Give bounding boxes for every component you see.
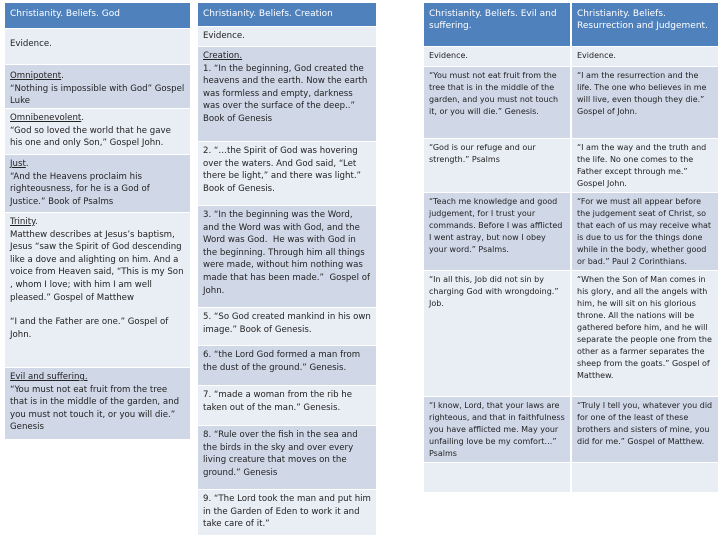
evil-item-5: “I know, Lord, that your laws are righteous, and that in faithfulness you have afflicted me. May your unfailing love be my comfort…” Psalms xyxy=(429,401,568,458)
god-title: Christianity. Beliefs. God xyxy=(10,9,120,19)
resurrection-item-2-row xyxy=(572,139,718,193)
trinity-text: Matthew describes at Jesus’s baptism, Jesus “saw the Spirit of God descending like a dove and alighting on him. And a voice from Heaven said, “This is my Son , whom I love; with him I am well pleased.” Gospel of Matthew xyxy=(10,229,187,303)
creation-verse-5: 5. “So God created mankind in his own image.” Book of Genesis. xyxy=(203,312,374,335)
just-text: “And the Heavens proclaim his righteousness, for he is a God of Justice.” Book of Psalms xyxy=(10,171,153,207)
resurrection-item-2: “I am the way and the truth and the life. No one comes to the Father except through me.” Gospel John. xyxy=(577,143,709,188)
evil-header xyxy=(424,3,570,47)
evil-evidence-row xyxy=(424,47,570,67)
just-term: Just xyxy=(10,159,26,169)
creation-table xyxy=(198,3,376,536)
omnipotent-term: Omnipotent xyxy=(10,71,62,81)
evil-evidence-label: Evidence. xyxy=(429,51,468,60)
resurrection-header xyxy=(572,3,718,47)
creation-verse-2-row xyxy=(198,142,376,206)
resurrection-empty-row xyxy=(572,463,718,493)
creation-verse-7: 7. “made a woman from the rib he taken out of the man.” Genesis. xyxy=(203,390,355,413)
god-header xyxy=(5,3,190,29)
resurrection-item-1-row xyxy=(572,67,718,139)
evil-title: Christianity. Beliefs. Evil and suffering. xyxy=(429,9,560,31)
creation-verse-7-row xyxy=(198,386,376,426)
resurrection-item-4-row xyxy=(572,271,718,397)
god-evidence-row xyxy=(5,29,190,65)
creation-label: Creation. xyxy=(203,51,243,61)
god-table xyxy=(5,3,190,440)
resurrection-evidence-row xyxy=(572,47,718,67)
evil-item-3-row xyxy=(424,193,570,271)
god-omnipotent-row: Omnipotent. “Nothing is impossible with God” Gospel Luke xyxy=(5,65,190,109)
evil-table xyxy=(424,3,570,493)
creation-title: Christianity. Beliefs. Creation xyxy=(203,9,333,19)
creation-verse-6-row xyxy=(198,346,376,386)
resurrection-item-3-row xyxy=(572,193,718,271)
omnibenevolent-text: “God so loved the world that he gave his one and only Son,” Gospel John. xyxy=(10,125,174,149)
trinity-text-2: “I and the Father are one.” Gospel of John. xyxy=(10,317,172,340)
resurrection-evidence-label: Evidence. xyxy=(577,51,616,60)
god-evil-row xyxy=(5,368,190,440)
creation-verse-9-row xyxy=(198,490,376,536)
resurrection-item-1: “I am the resurrection and the life. The one who believes in me will live, even though they die.” Gospel of John. xyxy=(577,71,710,116)
evil-item-2-row xyxy=(424,139,570,193)
creation-verse-8-row xyxy=(198,426,376,490)
god-omnibenevolent-row: Omnibenevolent. “God so loved the world that he gave his one and only Son,” Gospel John. xyxy=(5,109,190,155)
evil-term: Evil and suffering. xyxy=(10,372,88,382)
evil-item-3: “Teach me knowledge and good judgement, for I trust your commands. Before I was afflicted I went astray, but now I obey your word.” Psalms. xyxy=(429,197,565,254)
creation-verse-3: 3. “In the beginning was the Word, and the Word was with God, and the Word was God. He was with God in the beginning. Through him all things were made, without him nothing was made that has been made.” Gospel of John. xyxy=(203,210,373,296)
evil-item-1: “You must not eat fruit from the tree that is in the middle of the garden, and you must not touch it, or you will die.” Genesis. xyxy=(429,71,561,116)
trinity-term: Trinity xyxy=(10,217,35,227)
omnipotent-text: “Nothing is impossible with God” Gospel Luke xyxy=(10,83,188,107)
resurrection-item-5-row xyxy=(572,397,718,463)
god-just-row: Just. “And the Heavens proclaim his righteousness, for he is a God of Justice.” Book of Psalms xyxy=(5,155,190,213)
creation-verse-1-row xyxy=(198,47,376,142)
resurrection-title: Christianity. Beliefs. Resurrection and Judgement. xyxy=(577,9,708,31)
evil-item-4-row xyxy=(424,271,570,397)
resurrection-item-4: “When the Son of Man comes in his glory, and all the angels with him, he will sit on his glorious throne. All the nations will be gathered before him, and he will separate the people one from the other as a farmer separates the sheep from the goats.” Gospel of Matthew. xyxy=(577,275,715,380)
creation-evidence-row xyxy=(198,27,376,47)
evil-empty-row xyxy=(424,463,570,493)
creation-verse-2: 2. “…the Spirit of God was hovering over the waters. And God said, “Let there be light,” and there was light.” Book of Genesis. xyxy=(203,146,364,194)
creation-verse-6: 6. “the Lord God formed a man from the dust of the ground.” Genesis. xyxy=(203,350,363,373)
creation-verse-9: 9. “The Lord took the man and put him in the Garden of Eden to work it and take care of it.” xyxy=(203,494,374,530)
omnibenevolent-term: Omnibenevolent xyxy=(10,113,82,123)
creation-verse-5-row xyxy=(198,308,376,346)
evil-item-4: “In all this, Job did not sin by charging God with wrongdoing.” Job. xyxy=(429,275,562,308)
evil-text: “You must not eat fruit from the tree that is in the middle of the garden, and you must not touch it, or you will die.” Genesis xyxy=(10,384,182,433)
creation-header xyxy=(198,3,376,27)
resurrection-item-3: “For we must all appear before the judgement seat of Christ, so that each of us may receive what is due to us for the things done while in the body, whether good or bad.” Paul 2 Corinthians. xyxy=(577,197,714,266)
evil-item-2: “God is our refuge and our strength.” Psalms xyxy=(429,143,539,164)
creation-verse-8: 8. “Rule over the fish in the sea and the birds in the sky and over every living creature that moves on the ground.” Genesis xyxy=(203,430,361,478)
creation-verse-1: 1. “In the beginning, God created the heavens and the earth. Now the earth was formless and empty, darkness was over the surface of the deep..” Book of Genesis xyxy=(203,63,371,124)
god-evidence-label: Evidence. xyxy=(10,39,52,49)
god-trinity-row: Trinity. Matthew describes at Jesus’s baptism, Jesus “saw the Spirit of God descending like a dove and alighting on him. And a voice from Heaven said, “This is my Son , whom I love; with him I am well pleased.” Gospel of Matthew “I and the Father are one.” Gospel of John. xyxy=(5,213,190,368)
resurrection-item-5: “Truly I tell you, whatever you did for one of the least of these brothers and sisters of mine, you did for me.” Gospel of Matthew. xyxy=(577,401,715,446)
evil-item-5-row xyxy=(424,397,570,463)
creation-evidence-label: Evidence. xyxy=(203,31,245,41)
creation-verse-3-row xyxy=(198,206,376,308)
resurrection-table xyxy=(572,3,718,493)
evil-item-1-row xyxy=(424,67,570,139)
